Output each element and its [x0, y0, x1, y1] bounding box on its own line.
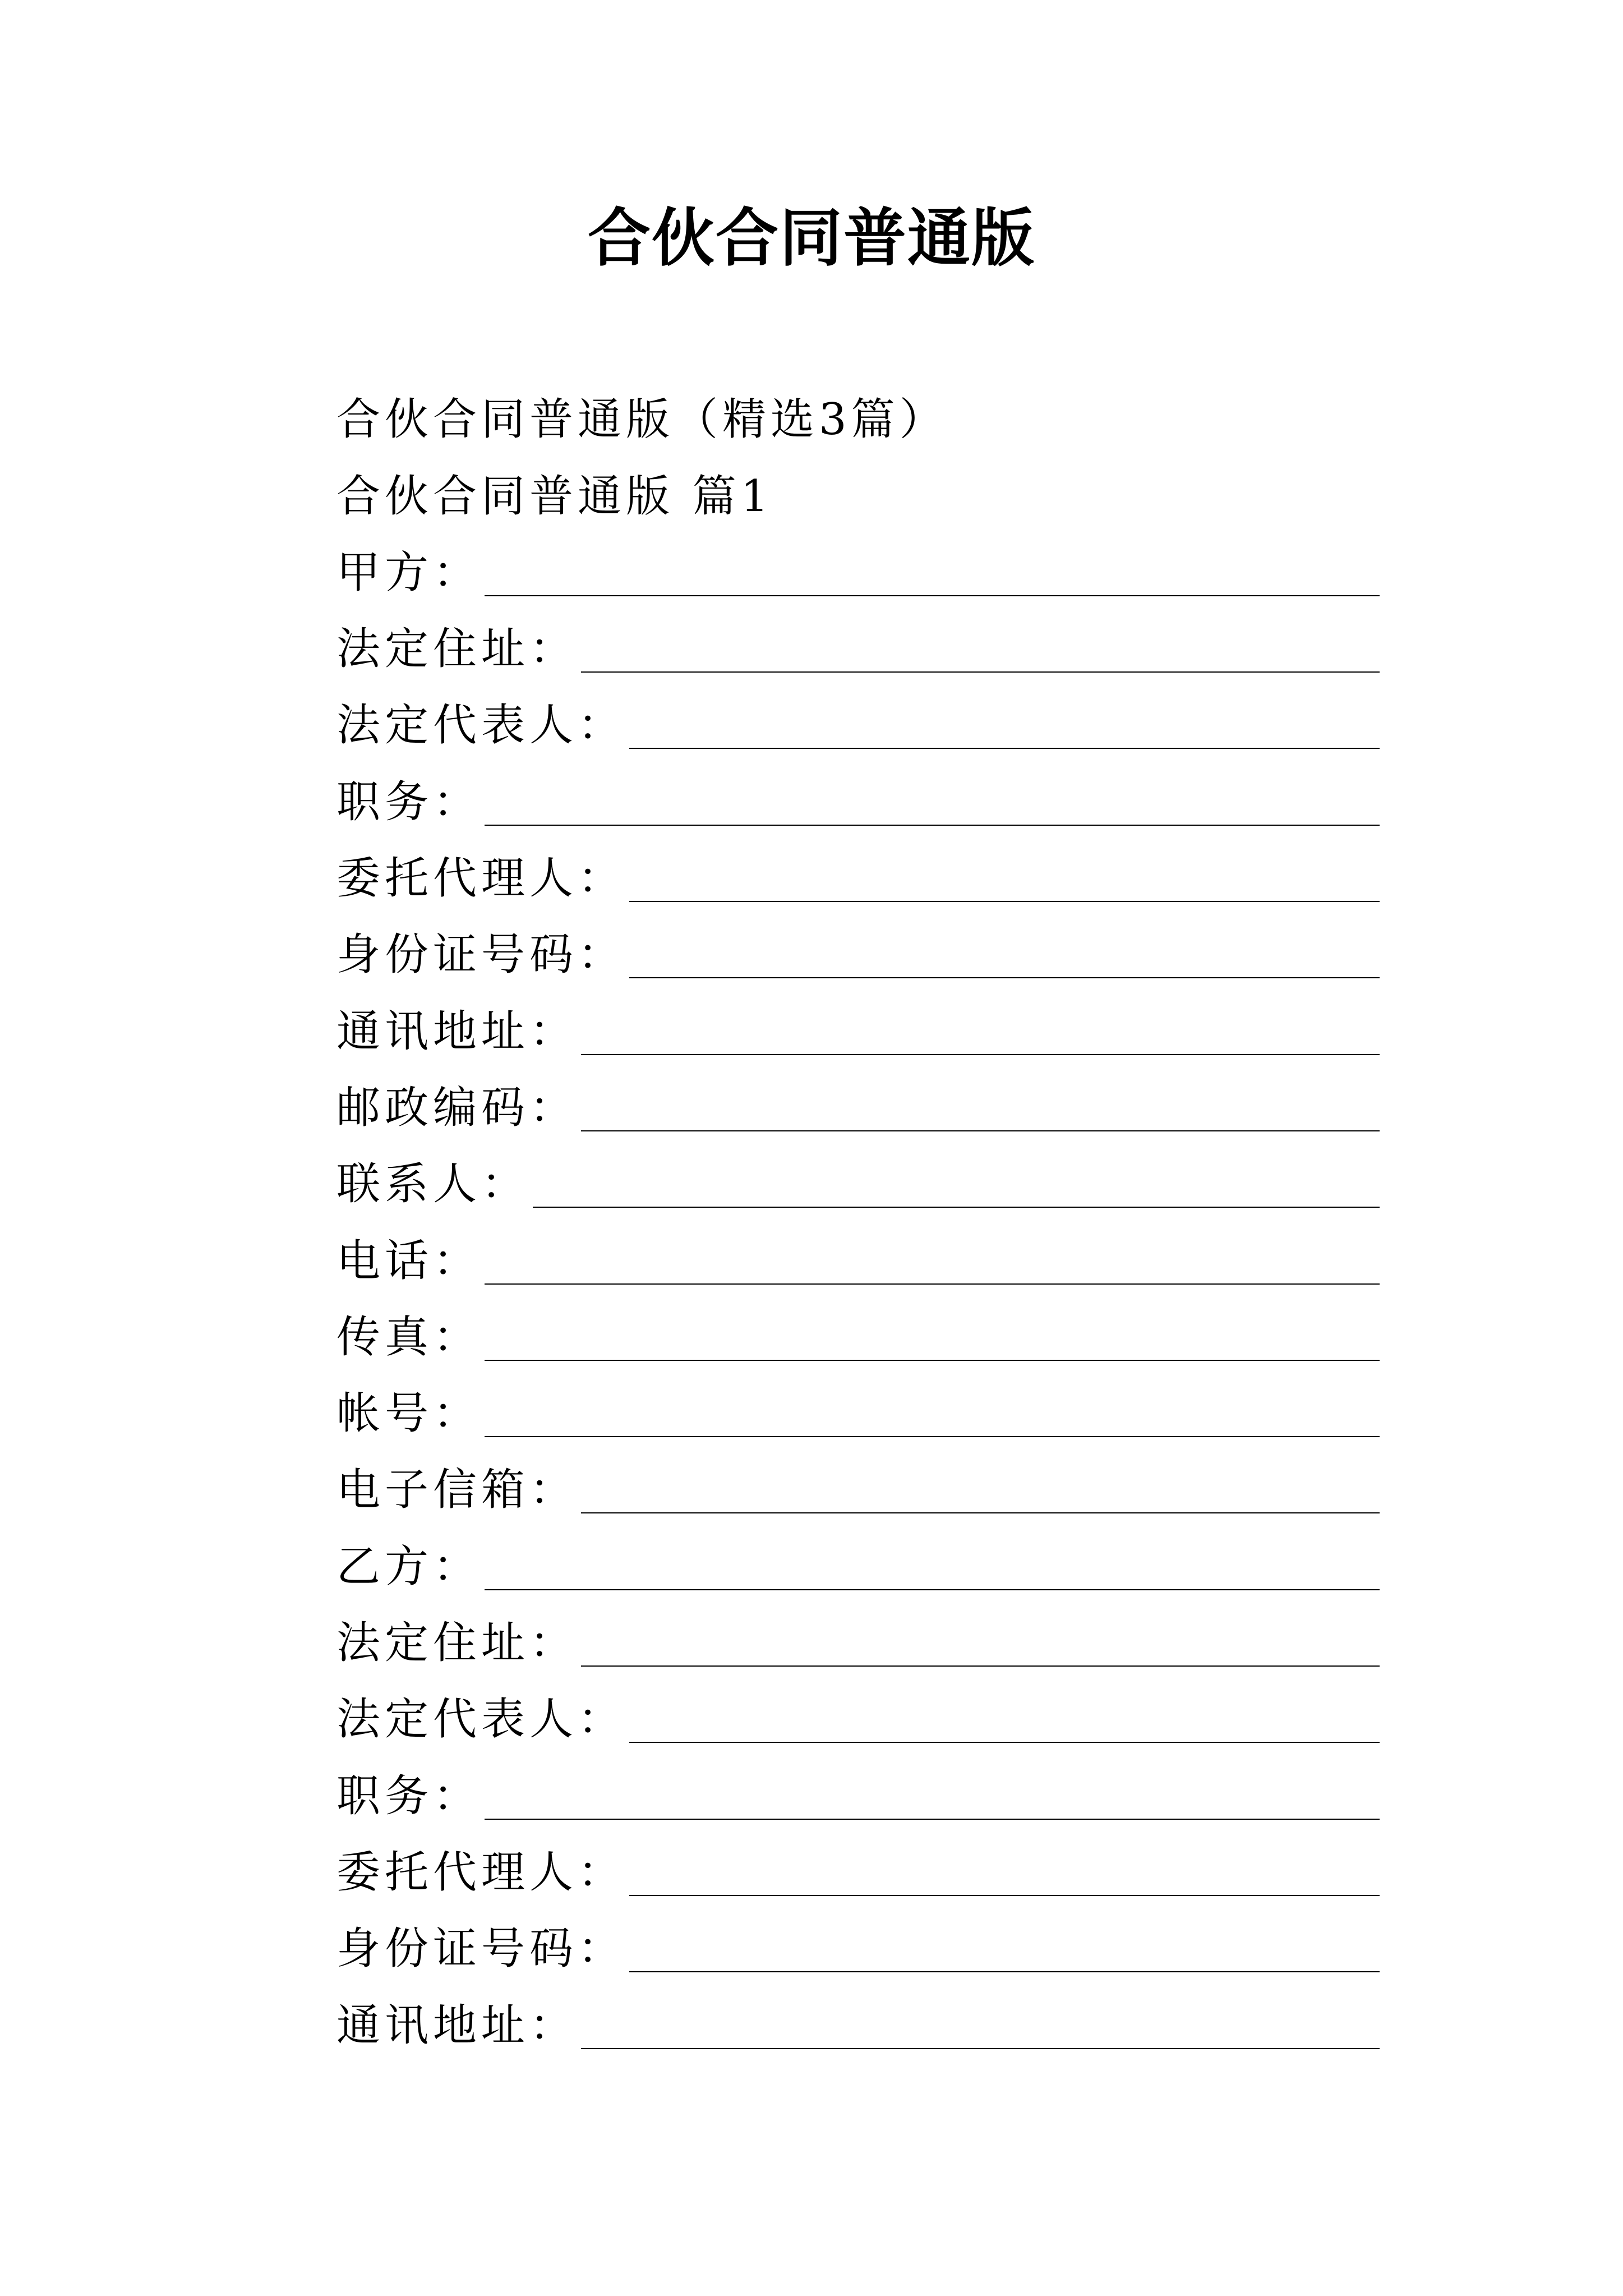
field-label: 传真： [336, 1312, 482, 1363]
fill-in-blank-line[interactable] [629, 748, 1380, 749]
fill-in-blank-line[interactable] [581, 1512, 1380, 1513]
fill-in-blank-line[interactable] [581, 2048, 1380, 2049]
form-field-row [336, 529, 1380, 605]
form-field-row [336, 1752, 1380, 1828]
form-field-row [336, 1676, 1380, 1752]
fill-in-blank-line[interactable] [485, 1819, 1380, 1820]
field-label: 委托代理人： [336, 853, 626, 904]
field-label: 邮政编码： [336, 1082, 578, 1133]
field-label: 身份证号码： [336, 930, 626, 981]
fill-in-blank-line[interactable] [485, 825, 1380, 826]
form-field-row [336, 1217, 1380, 1293]
form-field-row [336, 758, 1380, 834]
fill-in-blank-line[interactable] [629, 1742, 1380, 1743]
fill-in-blank-line[interactable] [581, 1665, 1380, 1667]
section-heading: 合伙合同普通版 篇1 [336, 471, 773, 522]
form-field-row [336, 1446, 1380, 1522]
form-field-row [336, 1294, 1380, 1370]
form-field-row [336, 682, 1380, 758]
field-label: 法定代表人： [336, 700, 626, 751]
party-a-fields [336, 529, 1380, 1523]
party-b-fields [336, 1522, 1380, 2058]
fill-in-blank-line[interactable] [485, 1436, 1380, 1437]
fill-in-blank-line[interactable] [629, 977, 1380, 978]
field-label: 乙方： [336, 1541, 482, 1592]
fill-in-blank-line[interactable] [629, 1971, 1380, 1972]
form-field-row [336, 1370, 1380, 1446]
field-label: 通讯地址： [336, 2000, 578, 2051]
form-field-row [336, 911, 1380, 987]
fill-in-blank-line[interactable] [581, 1054, 1380, 1055]
field-label: 委托代理人： [336, 1847, 626, 1898]
fill-in-blank-line[interactable] [485, 1283, 1380, 1285]
form-field-row [336, 987, 1380, 1064]
section-heading-line [336, 452, 1380, 528]
field-label: 身份证号码： [336, 1924, 626, 1975]
field-label: 法定住址： [336, 624, 578, 675]
form-field-row [336, 1064, 1380, 1140]
fill-in-blank-line[interactable] [629, 901, 1380, 902]
form-field-row [336, 1829, 1380, 1905]
field-label: 甲方： [336, 547, 482, 598]
form-field-row [336, 1522, 1380, 1599]
fill-in-blank-line[interactable] [485, 1360, 1380, 1361]
fill-in-blank-line[interactable] [581, 671, 1380, 673]
fill-in-blank-line[interactable] [581, 1130, 1380, 1131]
document-title: 合伙合同普通版 [588, 201, 1035, 275]
form-field-row [336, 1905, 1380, 1981]
form-field-row [336, 1140, 1380, 1217]
form-field-row [336, 835, 1380, 911]
field-label: 电话： [336, 1235, 482, 1286]
fill-in-blank-line[interactable] [485, 595, 1380, 596]
form-field-row [336, 605, 1380, 682]
field-label: 职务： [336, 1770, 482, 1821]
document-subtitle: 合伙合同普通版（精选3篇） [336, 394, 948, 445]
fill-in-blank-line[interactable] [629, 1895, 1380, 1896]
field-label: 帐号： [336, 1388, 482, 1439]
form-field-row [336, 1599, 1380, 1676]
document-body [336, 376, 1380, 2058]
field-label: 电子信箱： [336, 1465, 578, 1516]
field-label: 法定住址： [336, 1618, 578, 1669]
fill-in-blank-line[interactable] [533, 1207, 1380, 1208]
field-label: 法定代表人： [336, 1694, 626, 1745]
field-label: 通讯地址： [336, 1006, 578, 1057]
field-label: 联系人： [336, 1159, 530, 1210]
fill-in-blank-line[interactable] [485, 1589, 1380, 1590]
field-label: 职务： [336, 776, 482, 827]
subtitle-line [336, 376, 1380, 452]
form-field-row [336, 1981, 1380, 2058]
